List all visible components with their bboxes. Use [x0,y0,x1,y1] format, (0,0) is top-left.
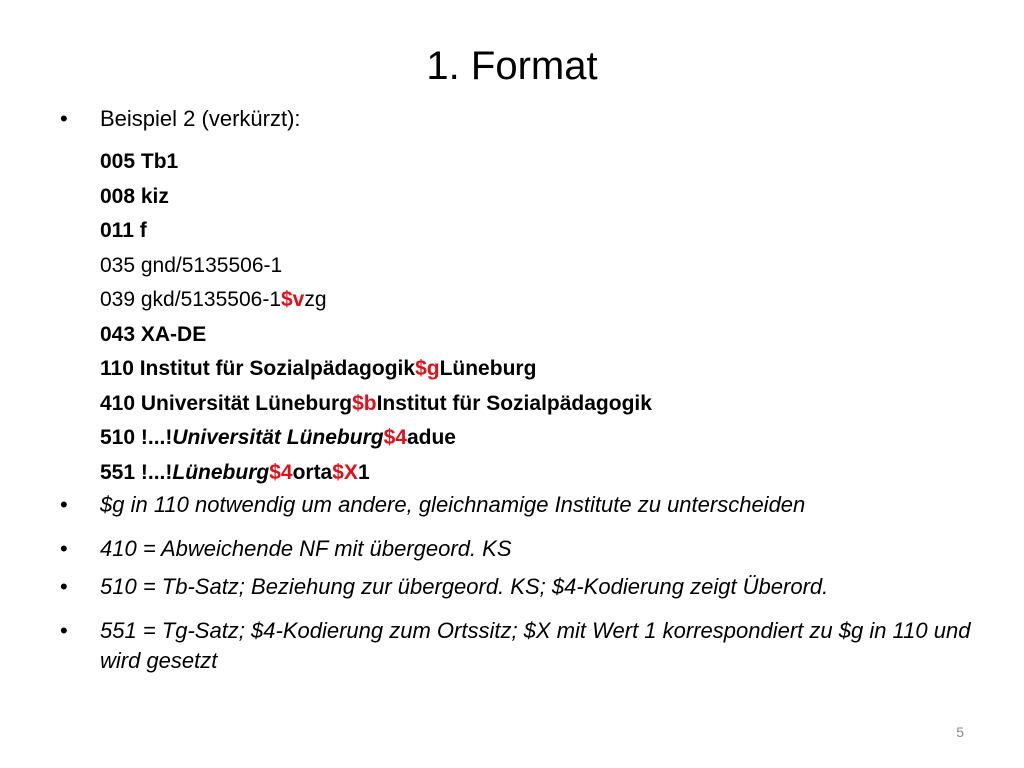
record-segment-italic: Lüneburg [172,460,270,484]
note-text: 551 = Tg-Satz; $4-Kodierung zum Ortssitz; $X mit Wert 1 korrespondiert zu $g in 110 und wird gesetzt [100,618,971,673]
record-segment: 043 XA-DE [100,322,207,346]
record-line-410 [100,387,652,422]
record-segment: 510 !...! [100,426,173,449]
record-line-551 [100,456,652,491]
note-text: 410 = Abweichende NF mit übergeord. KS [100,536,512,561]
bullet-icon: • [60,574,68,599]
record-subfield-code: $g [415,357,440,380]
note-text: $g in 110 notwendig um andere, gleichnamige Institute zu unterscheiden [100,492,806,517]
record-line-008 [100,180,652,215]
record-segment: zg [304,288,327,311]
record-subfield-code: $4 [269,460,293,484]
note-text: 510 = Tb-Satz; Beziehung zur übergeord. KS; $4-Kodierung zeigt Überord. [100,574,829,599]
record-subfield-code: $4 [383,426,407,449]
record-line-510 [100,421,652,456]
record-segment: adue [406,426,456,449]
record-line-011 [100,214,652,249]
record-line-035 [100,249,652,284]
record-segment: orta [292,460,333,484]
record-line-043 [100,318,652,353]
record-segment: 005 Tb1 [100,150,179,173]
record-segment: 410 Universität Lüneburg [100,391,353,415]
bullet-icon: • [60,106,68,131]
bullet-icon: • [60,492,68,517]
record-line-039 [100,283,652,318]
record-block [100,145,652,490]
intro-bullet-text: Beispiel 2 (verkürzt): [100,106,301,131]
record-segment: 551 !...! [100,460,173,484]
record-segment: 011 f [100,219,147,242]
record-line-110 [100,352,652,387]
record-segment: 1 [357,460,370,484]
record-subfield-code: $b [352,391,377,415]
record-subfield-code: $v [281,288,305,311]
slide-title: 1. Format [426,44,598,88]
record-segment: Lüneburg [439,357,537,380]
record-segment: 035 gnd/5135506-1 [100,253,283,277]
record-line-005 [100,145,652,180]
bullet-icon: • [60,618,68,643]
record-subfield-code: $X [332,460,358,484]
record-segment: 008 kiz [100,184,169,208]
page-number: 5 [956,724,964,740]
record-segment-italic: Universität Lüneburg [172,426,384,449]
record-segment: 110 Institut für Sozialpädagogik [100,357,416,380]
record-segment: 039 gkd/5135506-1 [100,288,281,311]
bullet-icon: • [60,536,68,561]
record-segment: Institut für Sozialpädagogik [376,391,652,415]
